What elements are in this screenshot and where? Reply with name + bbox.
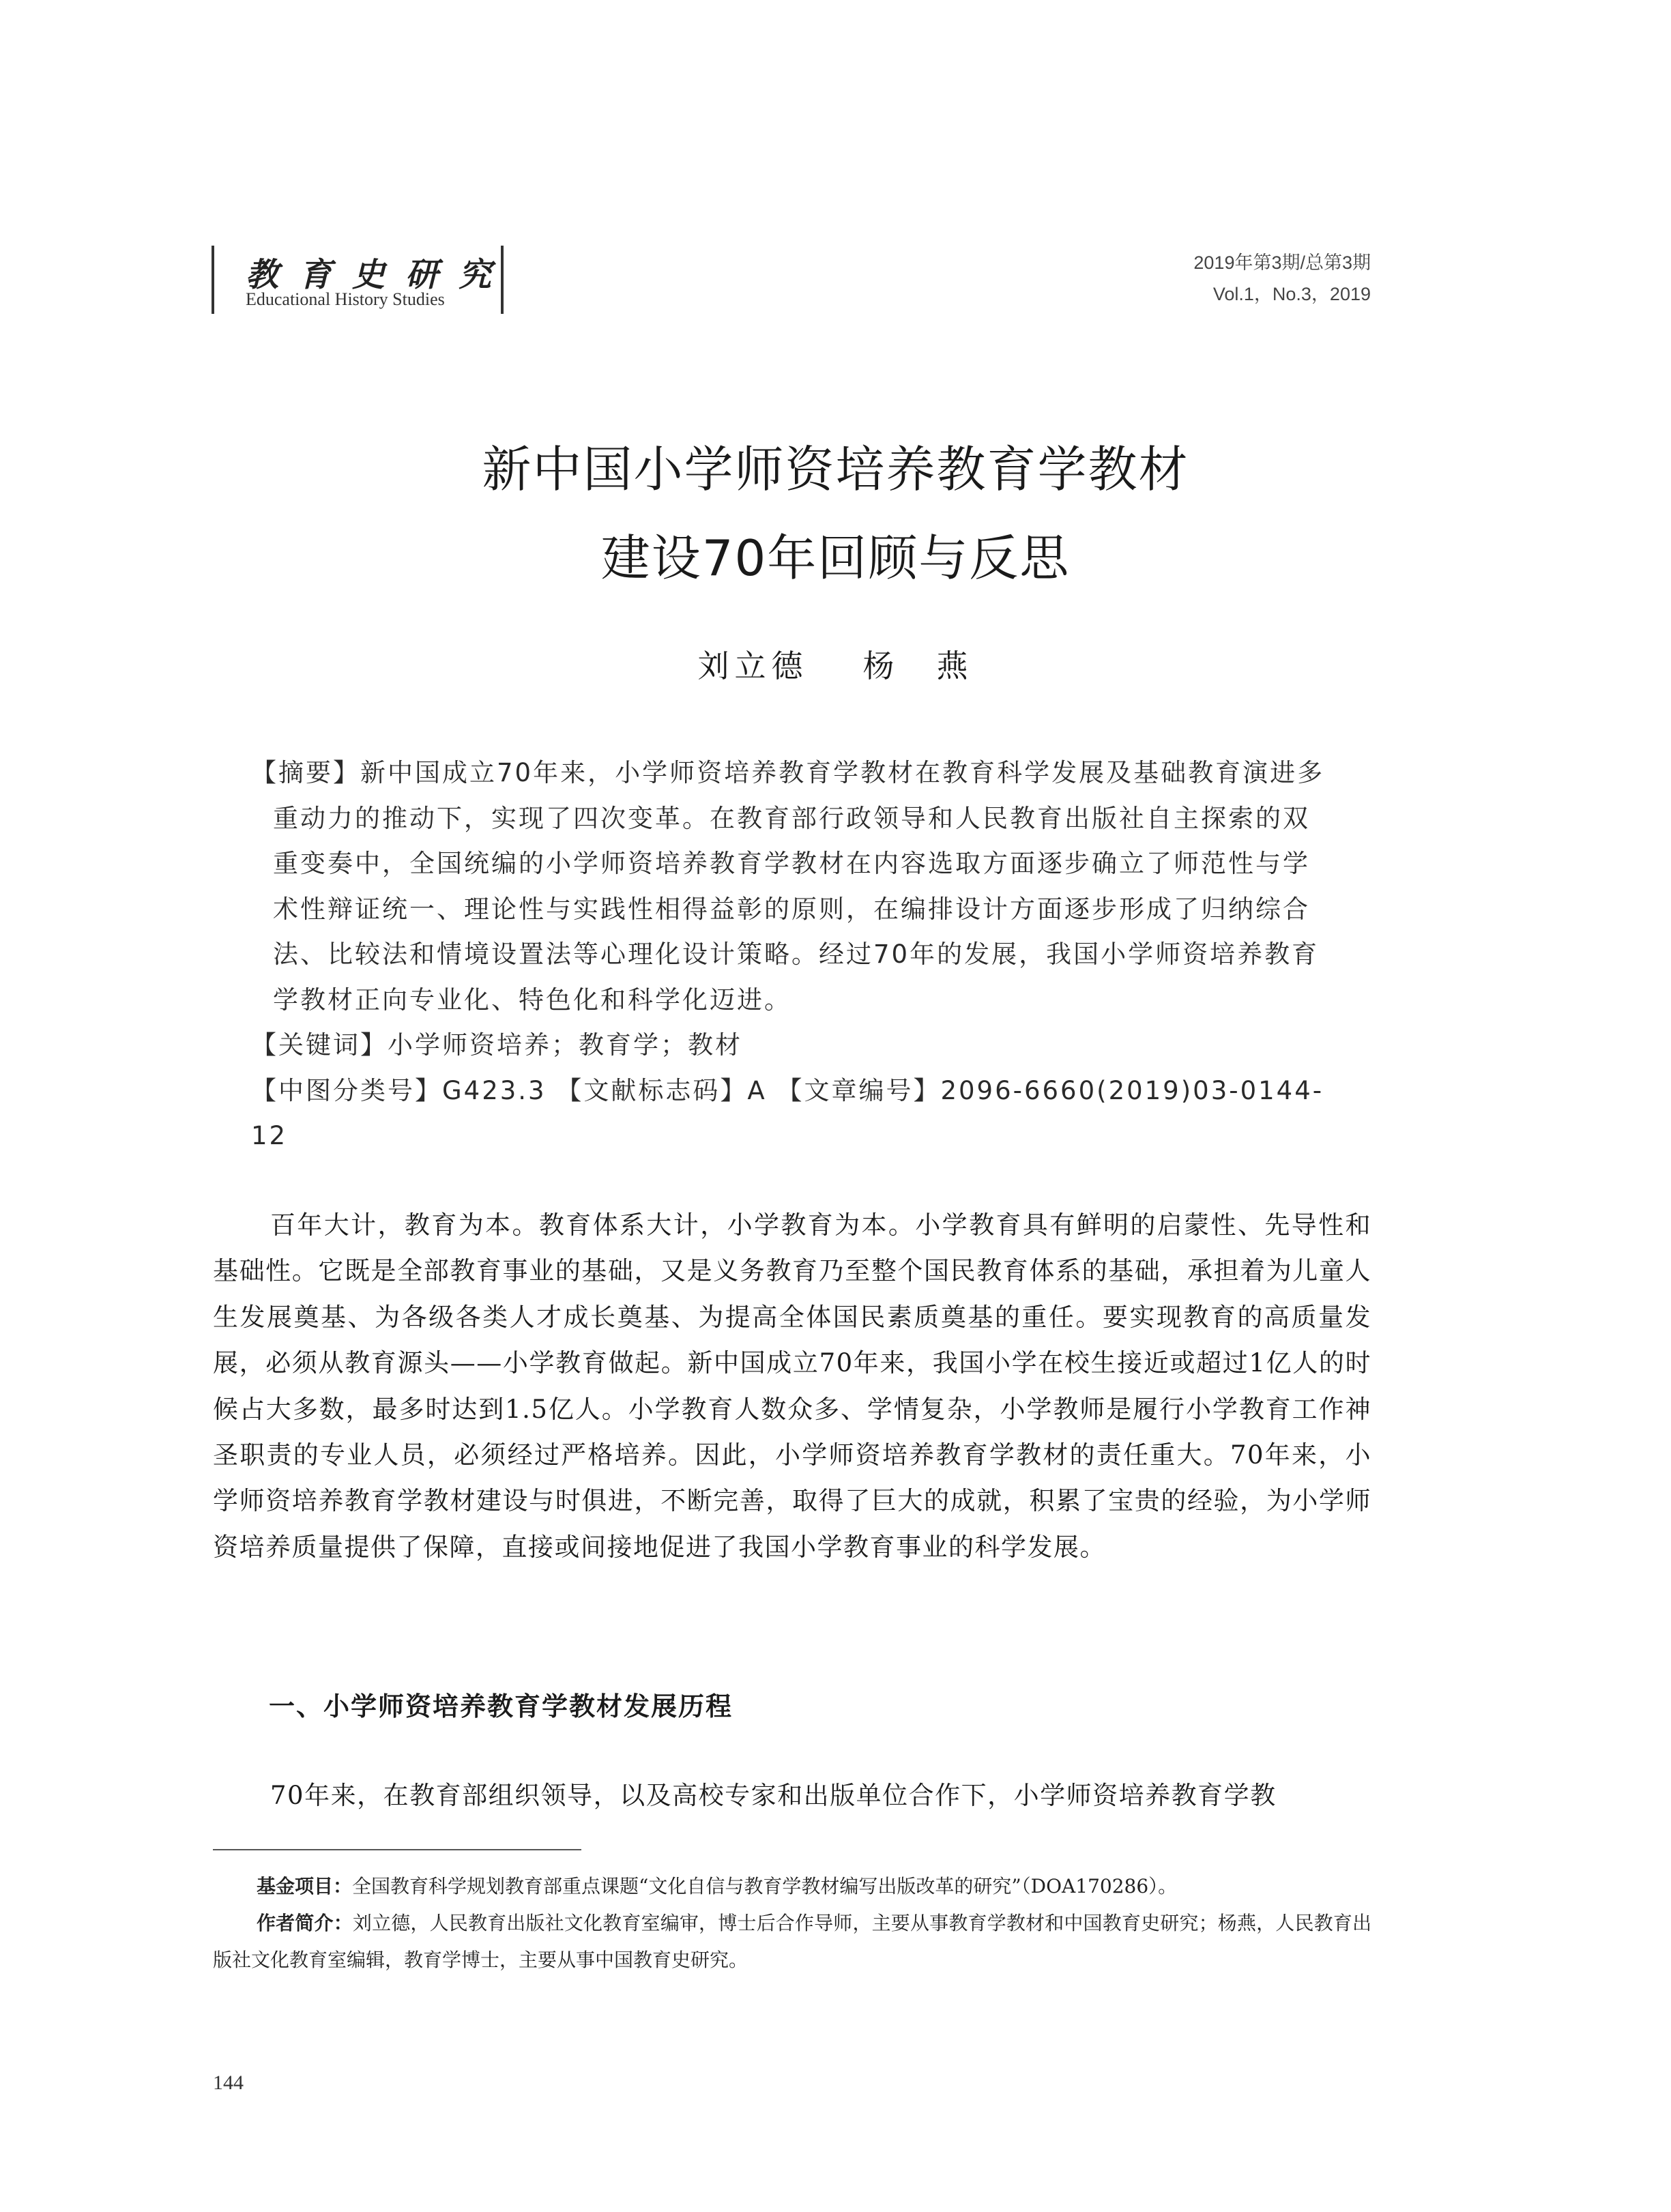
body-paragraph: 百年大计，教育为本。教育体系大计，小学教育为本。小学教育具有鲜明的启蒙性、先导性和基础性。它既是全部教育事业的基础，又是义务教育乃至整个国民教育体系的基础，承担着为儿童人生发展奠基、为各级各类人才成长奠基、为提高全体国民素质奠基的重任。要实现教育的高质量发展，必须从教育源头——小学教育做起。新中国成立70年来，我国小学在校生接近或超过1亿人的时候占大多数，最多时达到1.5亿人。小学教育人数众多、学情复杂，小学教师是履行小学教育工作神圣职责的专业人员，必须经过严格培养。因此，小学师资培养教育学教材的责任重大。70年来，小学师资培养教育学教材建设与时俱进，不断完善，取得了巨大的成就，积累了宝贵的经验，为小学师资培养质量提供了保障，直接或间接地促进了我国小学教育事业的科学发展。 bbox=[213, 1210, 1371, 1562]
author-bio-label: 作者简介： bbox=[257, 1912, 353, 1934]
article-no-value: 2096-6660(2019)03-0144-12 bbox=[251, 1075, 1324, 1150]
footnotes bbox=[213, 1868, 1371, 1979]
article-no-label: 【文章编号】 bbox=[776, 1075, 941, 1105]
classification-line bbox=[251, 1068, 1329, 1159]
author-bio-text: 刘立德，人民教育出版社文化教育室编审，博士后合作导师，主要从事教育学教材和中国教育史研究；杨燕，人民教育出版社文化教育室编辑，教育学博士，主要从事中国教育史研究。 bbox=[213, 1912, 1371, 1971]
fund-footnote bbox=[213, 1868, 1371, 1905]
keywords-text: 小学师资培养；教育学；教材 bbox=[388, 1030, 742, 1060]
issue-info-en: Vol.1，No.3，2019 bbox=[1212, 284, 1371, 304]
fund-text: 全国教育科学规划教育部重点课题“文化自信与教育学教材编写出版改革的研究”（DOA170286）。 bbox=[352, 1875, 1178, 1897]
article-title-line2: 建设70年回顾与反思 bbox=[600, 529, 1071, 587]
author-footnote bbox=[213, 1905, 1371, 1979]
author-name: 杨 燕 bbox=[862, 647, 974, 684]
fund-label: 基金项目： bbox=[257, 1875, 353, 1897]
abstract-block bbox=[251, 751, 1329, 1159]
body-paragraph: 70年来，在教育部组织领导，以及高校专家和出版单位合作下，小学师资培养教育学教 bbox=[270, 1781, 1277, 1810]
clc-value: G423.3 bbox=[442, 1075, 547, 1105]
abstract-text: 新中国成立70年来，小学师资培养教育学教材在教育科学发展及基础教育演进多重动力的推动下，实现了四次变革。在教育部行政领导和人民教育出版社自主探索的双重变奏中，全国统编的小学师资培养教育学教材在内容选取方面逐步确立了师范性与学术性辩证统一、理论性与实践性相得益彰的原则，在编排设计方面逐步形成了归纳综合法、比较法和情境设置法等心理化设计策略。经过70年的发展，我国小学师资培养教育学教材正向专业化、特色化和科学化迈进。 bbox=[273, 758, 1325, 1015]
keywords-label: 【关键词】 bbox=[251, 1030, 388, 1060]
author-name: 刘立德 bbox=[697, 647, 809, 684]
journal-masthead bbox=[212, 246, 512, 314]
abstract-label: 【摘要】 bbox=[251, 758, 360, 787]
keywords bbox=[251, 1023, 1329, 1068]
journal-title-cn: 教育史研究 bbox=[246, 256, 512, 294]
journal-title-en: Educational History Studies bbox=[246, 289, 445, 309]
body-intro bbox=[213, 1202, 1371, 1570]
clc-label: 【中图分类号】 bbox=[251, 1075, 442, 1105]
article-title-line1: 新中国小学师资培养教育学教材 bbox=[482, 441, 1189, 498]
page-number: 144 bbox=[213, 2071, 244, 2094]
footnote-divider bbox=[213, 1849, 581, 1850]
issue-info bbox=[1193, 247, 1371, 310]
article-authors bbox=[0, 641, 1671, 686]
doc-code-label: 【文献标志码】 bbox=[556, 1075, 748, 1105]
issue-info-cn: 2019年第3期/总第3期 bbox=[1193, 252, 1371, 273]
abstract bbox=[251, 751, 1329, 1023]
doc-code-value: A bbox=[747, 1075, 767, 1105]
section-heading: 一、小学师资培养教育学教材发展历程 bbox=[269, 1691, 733, 1721]
